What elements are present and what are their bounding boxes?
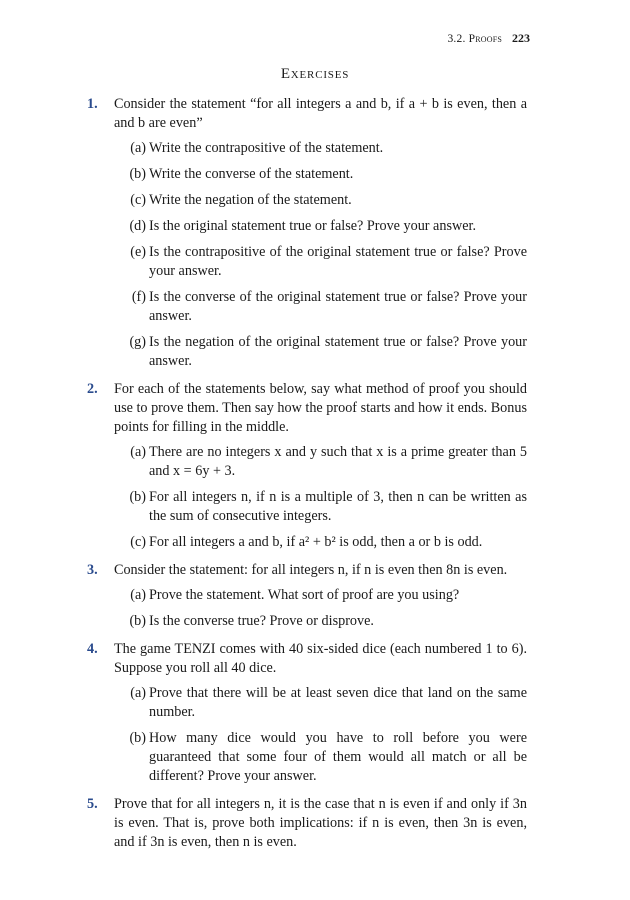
part-label: (c) [130,192,146,208]
part-text: Write the converse of the statement. [149,166,354,182]
exercise-text: Consider the statement “for all integers a and b, if a + b is even, then a and b are even” [114,96,527,131]
exercises-heading: Exercises [280,66,350,82]
running-head [447,31,530,46]
exercise-4 [87,640,527,786]
exercise-part [114,586,527,605]
part-label: (b) [129,613,146,629]
exercise-parts [114,586,527,631]
part-label: (b) [129,489,146,505]
exercise-parts [114,139,527,371]
part-label: (a) [130,685,146,701]
part-text: For all integers n, if n is a multiple of 3, then n can be written as the sum of consecutive integers. [149,489,527,524]
part-text: How many dice would you have to roll before you were guaranteed that some four of them would all match or all be different? Prove your answer. [149,730,527,784]
exercise-part [114,488,527,526]
exercise-text: Prove that for all integers n, it is the case that n is even if and only if 3n is even. That is, prove both implications: if n is even, then 3n is even, and if 3n is even, then n is even. [114,796,527,850]
part-text: Prove the statement. What sort of proof are you using? [149,587,460,603]
part-label: (c) [130,534,146,550]
exercise-part [114,533,527,552]
exercise-part [114,243,527,281]
part-label: (a) [130,140,146,156]
exercise-2 [87,380,527,552]
exercise-5 [87,795,527,852]
exercise-part [114,165,527,184]
part-text: Prove that there will be at least seven dice that land on the same number. [149,685,527,720]
part-label: (f) [131,289,146,305]
part-text: Write the contrapositive of the statement. [149,140,384,156]
exercise-parts [114,443,527,552]
exercise-1 [87,95,527,371]
exercise-part [114,191,527,210]
exercise-part [114,139,527,158]
exercise-text: The game TENZI comes with 40 six-sided dice (each numbered 1 to 6). Suppose you roll all 40 dice. [114,641,527,676]
exercise-number: 1. [87,96,98,112]
part-label: (d) [129,218,146,234]
exercise-3 [87,561,527,631]
part-label: (a) [130,587,146,603]
exercise-list [87,95,527,861]
part-text: Is the negation of the original statement true or false? Prove your answer. [149,334,527,369]
part-text: Is the original statement true or false? Prove your answer. [149,218,476,234]
exercise-number: 5. [87,796,98,812]
part-label: (a) [130,444,146,460]
part-text: There are no integers x and y such that x is a prime greater than 5 and x = 6y + 3. [149,444,527,479]
exercise-part [114,288,527,326]
part-text: Is the converse true? Prove or disprove. [149,613,374,629]
exercise-part [114,443,527,481]
exercise-number: 2. [87,381,98,397]
exercise-part [114,217,527,236]
part-text: Write the negation of the statement. [149,192,352,208]
part-text: Is the contrapositive of the original statement true or false? Prove your answer. [149,244,527,279]
part-label: (b) [129,166,146,182]
part-label: (g) [129,334,146,350]
page-number: 223 [512,31,530,45]
part-label: (e) [130,244,146,260]
exercise-part [114,729,527,786]
exercise-number: 3. [87,562,98,578]
exercise-part [114,333,527,371]
exercise-part [114,612,527,631]
part-text: Is the converse of the original statement true or false? Prove your answer. [149,289,527,324]
part-label: (b) [129,730,146,746]
exercise-text: Consider the statement: for all integers n, if n is even then 8n is even. [114,562,508,578]
exercise-parts [114,684,527,786]
exercise-number: 4. [87,641,98,657]
part-text: For all integers a and b, if a² + b² is odd, then a or b is odd. [149,534,483,550]
exercise-part [114,684,527,722]
section-title: 3.2. Proofs [447,33,502,45]
exercise-text: For each of the statements below, say what method of proof you should use to prove them. Then say how the proof starts and how it ends. Bonus points for filling in the middle. [114,381,527,435]
